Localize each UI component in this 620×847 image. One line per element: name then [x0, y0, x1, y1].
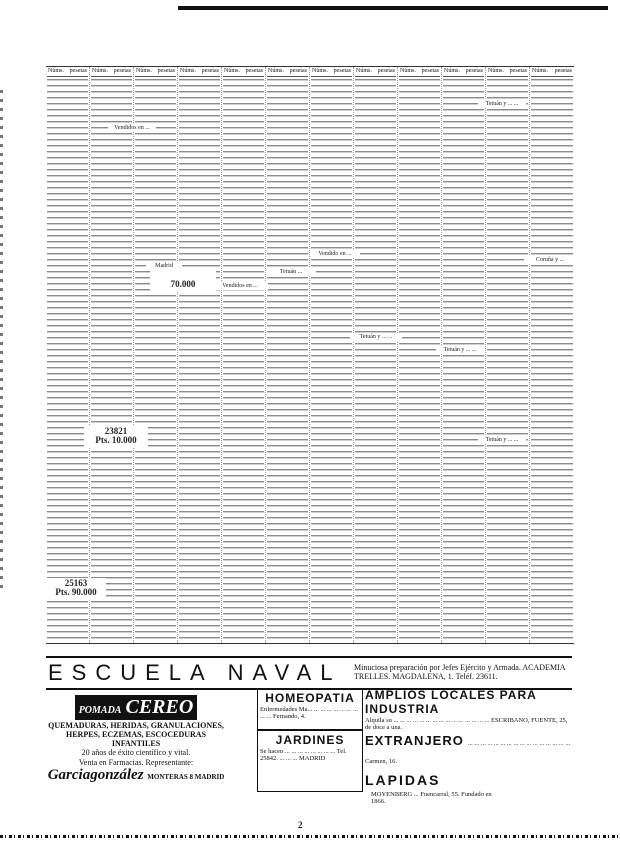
prize-amount — [46, 578, 106, 599]
pomada-maker-address: MONTERAS 8 MADRID — [147, 772, 225, 781]
number-rows — [91, 77, 132, 643]
column-header-number: Núms. — [400, 68, 416, 74]
page-edge-mark — [0, 90, 3, 590]
lottery-column — [354, 67, 398, 643]
column-header-pesetas: pesetas — [113, 68, 131, 74]
number-rows — [267, 77, 308, 643]
prize-number: 25163 — [64, 578, 88, 588]
column-header-number: Núms. — [268, 68, 284, 74]
column-header-pesetas: pesetas — [333, 68, 351, 74]
jardines-ad — [257, 730, 363, 792]
pomada-uses: QUEMADURAS, HERIDAS, GRANULACIONES, HERPES, ECZEMAS, ESCOCEDURAS INFANTILES — [48, 721, 224, 748]
column-header-number: Núms. — [356, 68, 372, 74]
column-header-pesetas: pesetas — [157, 68, 175, 74]
pomada-brand-prefix: POMADA — [78, 705, 122, 716]
number-rows — [531, 77, 573, 643]
number-rows — [399, 77, 440, 643]
column-header-number: Núms. — [312, 68, 328, 74]
number-rows — [47, 77, 88, 643]
number-rows — [355, 77, 396, 643]
lottery-column — [442, 67, 486, 643]
escuela-title: ESCUELA NAVAL — [48, 660, 342, 685]
lottery-columns — [46, 67, 574, 643]
column-header-pesetas: pesetas — [377, 68, 395, 74]
column-header-number: Núms. — [488, 68, 504, 74]
column-header — [487, 67, 528, 77]
pomada-line-2: Venta en Farmacias. Representante: — [78, 757, 194, 767]
column-header-pesetas: pesetas — [201, 68, 219, 74]
lapidas-text: MOYENBERG ... Fuencarral, 55. Fundado en 1866. — [371, 791, 492, 806]
prize-value: Pts. 10.000 — [95, 435, 137, 446]
column-header-number: Núms. — [444, 68, 460, 74]
pomada-brand-name: CEREO — [125, 696, 194, 718]
column-header — [91, 67, 132, 77]
lottery-column — [46, 67, 90, 643]
lottery-list-table — [46, 66, 574, 644]
column-header — [223, 67, 264, 77]
prize-note: Tetuán y ... ... — [478, 100, 526, 108]
column-header — [355, 67, 396, 77]
jardines-text: Se hacen ... ... ... ... ... ... ... ... Tel. 25842. ... ... ... MADRID — [260, 748, 347, 763]
number-rows — [443, 77, 484, 643]
extranjero-text: ... ... ... ... ... ... ... ... ... ... ... ... ... ... ... ... Carmen, 16. — [365, 740, 571, 765]
amplios-text: Alquila su ... ... ... ... ... ... ... ... ... ... ... ... ... ... ... ESCRIBANO, FUENTE, 25, de doce a una. — [365, 717, 568, 732]
prize-note: Madrid — [146, 262, 182, 270]
prize-note: Tetuán y ... ... — [478, 436, 526, 444]
extranjero-title: EXTRANJERO — [365, 733, 464, 748]
column-header — [47, 67, 88, 77]
column-header-number: Núms. — [92, 68, 108, 74]
lottery-column — [90, 67, 137, 643]
page-number: 2 — [298, 820, 303, 830]
prize-note: Tetuán y ... ... — [350, 333, 402, 341]
column-header — [179, 67, 220, 77]
number-rows — [179, 77, 220, 643]
column-header-number: Núms. — [532, 68, 548, 74]
amplios-locales-ad — [365, 688, 573, 732]
lottery-column — [266, 67, 310, 643]
column-header-number: Núms. — [180, 68, 196, 74]
jardines-title: JARDINES — [275, 733, 345, 747]
pomada-maker — [46, 767, 226, 784]
escuela-naval-ad — [46, 656, 572, 690]
lottery-column — [134, 67, 178, 643]
homeopatia-ad — [257, 688, 363, 730]
number-rows — [135, 77, 176, 643]
prize-note: Vendidos en ... — [108, 124, 156, 132]
column-header-pesetas: pesetas — [289, 68, 307, 74]
lottery-column — [530, 67, 574, 643]
lottery-column — [398, 67, 442, 643]
homeopatia-title: HOMEOPATIA — [265, 691, 355, 705]
prize-amount — [84, 426, 148, 447]
pomada-brand — [75, 695, 198, 720]
extranjero-ad — [365, 732, 573, 764]
lapidas-title: LAPIDAS — [365, 772, 441, 788]
column-header-number: Núms. — [48, 68, 64, 74]
lapidas-ad — [365, 772, 573, 806]
prize-note: Tetuán y ... ... — [436, 346, 484, 354]
number-rows — [311, 77, 352, 643]
pomada-line-1: 20 años de éxito científico y vital. — [81, 748, 191, 758]
lottery-column — [178, 67, 222, 643]
pomada-maker-name: Garciagonzález — [47, 766, 144, 783]
column-header — [311, 67, 352, 77]
column-header-number: Núms. — [136, 68, 152, 74]
lottery-column — [222, 67, 266, 643]
homeopatia-text: Enfermedades Ma... ... ... ... ... ... ... ... ... ... Fernando, 4. — [260, 706, 358, 721]
lottery-column — [310, 67, 354, 643]
column-header-pesetas: pesetas — [421, 68, 439, 74]
column-header-pesetas: pesetas — [69, 68, 87, 74]
prize-note: Vendidos en ... — [212, 282, 268, 290]
pomada-cereo-ad — [46, 695, 226, 805]
prize-note: Vendido en ... — [310, 250, 360, 258]
column-header-pesetas: pesetas — [554, 68, 572, 74]
prize-value: Pts. 90.000 — [55, 587, 97, 598]
prize-number: 23821 — [104, 426, 128, 436]
lottery-column — [486, 67, 530, 643]
header-rule — [178, 6, 608, 10]
column-header-pesetas: pesetas — [465, 68, 483, 74]
column-header — [267, 67, 308, 77]
column-header — [135, 67, 176, 77]
footer-rule — [0, 835, 620, 838]
amplios-title: AMPLIOS LOCALES PARA INDUSTRIA — [365, 688, 537, 716]
column-header-pesetas: pesetas — [245, 68, 263, 74]
column-header — [443, 67, 484, 77]
prize-note: Coruña y ... — [524, 256, 576, 264]
prize-amount — [150, 270, 216, 291]
escuela-desc: Minuciosa preparación por Jefes Ejército y Armada. ACADEMIA TRELLES. MAGDALENA, 1. Teléf. 23611. — [354, 663, 566, 682]
column-header-pesetas: pesetas — [509, 68, 527, 74]
number-rows — [223, 77, 264, 643]
column-header-number: Núms. — [224, 68, 240, 74]
number-rows — [487, 77, 528, 643]
prize-note: Tetuán ... — [266, 268, 316, 276]
prize-value: 70.000 — [170, 279, 196, 290]
column-header — [399, 67, 440, 77]
column-header — [531, 67, 573, 77]
